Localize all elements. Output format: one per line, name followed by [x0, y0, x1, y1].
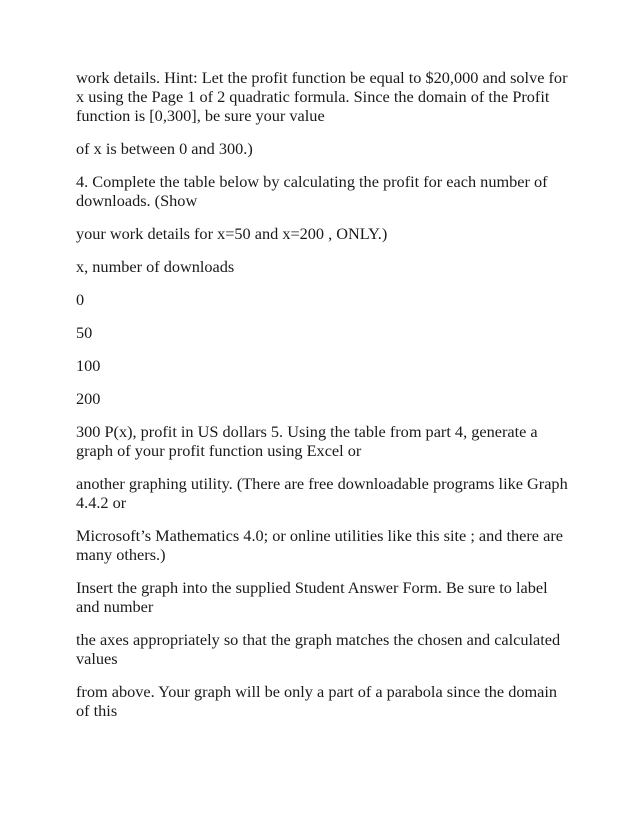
paragraph-insert-graph: Insert the graph into the supplied Student Answer Form. Be sure to label and number — [76, 578, 548, 616]
paragraph-question-4: 4. Complete the table below by calculating the profit for each number of downloads. (Show — [76, 172, 548, 210]
paragraph-mathematics-note: Microsoft’s Mathematics 4.0; or online utilities like this site ; and there are many others.) — [76, 526, 563, 564]
table-value-0: 0 — [76, 290, 85, 309]
paragraph-question-5: 300 P(x), profit in US dollars 5. Using the table from part 4, generate a graph of your profit function using Excel or — [76, 422, 538, 460]
paragraph-graphing-utility: another graphing utility. (There are free downloadable programs like Graph 4.4.2 or — [76, 474, 568, 512]
paragraph-parabola-note: from above. Your graph will be only a part of a parabola since the domain of this — [76, 682, 558, 720]
document-body — [76, 68, 572, 734]
table-value-50: 50 — [76, 323, 93, 342]
paragraph-hint: work details. Hint: Let the profit function be equal to $20,000 and solve for x using the Page 1 of 2 quadratic formula. Since the domain of the Profit function is [0,300], be sure your value — [76, 68, 568, 125]
table-value-100: 100 — [76, 356, 101, 375]
table-header-downloads: x, number of downloads — [76, 257, 235, 276]
paragraph-axes-note: the axes appropriately so that the graph matches the chosen and calculated values — [76, 630, 561, 668]
paragraph-domain-note: of x is between 0 and 300.) — [76, 139, 253, 158]
paragraph-question-4-cont: your work details for x=50 and x=200 , ONLY.) — [76, 224, 388, 243]
table-value-200: 200 — [76, 389, 101, 408]
